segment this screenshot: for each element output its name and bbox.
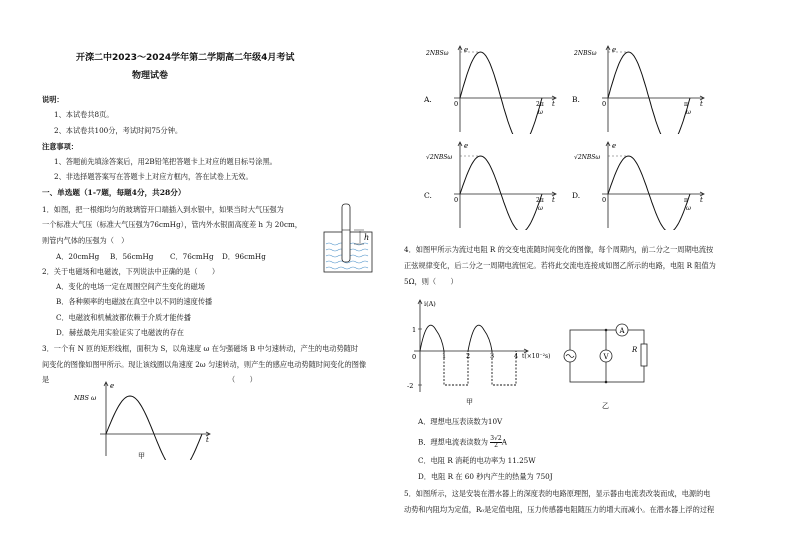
period-denominator: ω — [686, 205, 691, 212]
q4-option-c: C．电阻 R 消耗的电功率为 11.25W — [418, 456, 536, 465]
q1-option-b: B．56cmHg — [110, 252, 154, 261]
notes-item: 2、本试卷共100分，考试时间75分钟。 — [54, 126, 183, 135]
e-axis-label: e — [464, 46, 469, 54]
fraction-numerator: 3√2 — [490, 435, 502, 442]
q2-option-a: A．变化的电场一定在周围空间产生变化的磁场 — [56, 282, 205, 291]
amplitude-label: √2NBSω — [426, 154, 453, 161]
q4-circuit-caption: 乙 — [602, 402, 609, 410]
notes-label: 说明： — [42, 95, 64, 104]
q3-line: 间变化的图像如图甲所示。现让该线圈以角速度 2ω 匀速转动，则产生的感应电动势随时间变化的图像 — [42, 360, 367, 369]
q3-bracket: （ ） — [228, 375, 257, 384]
q2-option-c: C．电磁波和机械波都依赖于介质才能传播 — [56, 313, 191, 322]
q2-option-b: B．各种频率的电磁波在真空中以不同的速度传播 — [56, 297, 213, 306]
attention-label: 注意事项： — [42, 142, 78, 151]
q4-y-bottom: -2 — [407, 382, 414, 390]
option-letter: C. — [424, 191, 432, 200]
fraction-denominator: 2 — [494, 442, 498, 449]
amplitude-label: √2NBSω — [574, 154, 601, 161]
q4-i-label: i(A) — [424, 300, 436, 308]
q1-option-a: A．20cmHg — [56, 252, 100, 261]
sine-curve — [460, 156, 542, 230]
q4-graph-caption: 甲 — [466, 398, 473, 406]
q2-stem: 2．关于电磁场和电磁波，下列说法中正确的是（ ） — [42, 267, 220, 276]
period-label: 2π — [536, 197, 544, 204]
q4-line: 5Ω，则（ ） — [404, 277, 458, 286]
amplitude-label: 2NBSω — [574, 50, 597, 57]
q1-line: 1．如图，把一根细均匀的玻璃管开口端插入到水银中，如果当时大气压强为 — [42, 205, 284, 214]
section-heading: 一、单选题（1-7题，每题4分，共28分） — [42, 188, 186, 197]
origin-label: 0 — [602, 100, 607, 108]
attention-item: 2、非选择题答案写在答题卡上对应方框内，答在试卷上无效。 — [54, 172, 253, 181]
period-denominator: ω — [538, 109, 543, 116]
exam-title: 开滦二中2023～2024学年第二学期高二年级4月考试 — [76, 53, 295, 63]
e-axis-label: e — [464, 142, 469, 150]
q3-y-label: NBS ω — [74, 394, 97, 402]
period-label: π — [684, 101, 688, 108]
q1-line: 一个标准大气压（标准大气压强为76cmHg），管内外水银面高度差 h 为 20cm， — [42, 220, 302, 229]
q1-option-d: D．96cmHg — [222, 252, 266, 261]
sine-curve — [608, 52, 690, 134]
period-label: 2π — [536, 101, 544, 108]
q4-t-label: t(×10⁻²s) — [522, 353, 551, 360]
q5-line: 动势和内阻均为定值，R₀是定值电阻，压力传感器电阻随压力的增大而减小。在潜水器上浮的过程 — [404, 505, 715, 514]
q4-tick-3: 3 — [490, 352, 495, 360]
period-label: π — [684, 197, 688, 204]
q4-option-a: A．理想电压表读数为10V — [418, 417, 503, 426]
h-label: h — [364, 233, 370, 242]
q4-line: 正弦规律变化，后二分之一周期电流恒定。若将此交流电连接成如图乙所示的电路，电阻 R 阻值为 — [404, 261, 716, 270]
q3-figure-jia — [70, 380, 220, 460]
q4-option-b-text: B．理想电流表读数为 — [418, 437, 488, 447]
q4-tick-4: 4 — [514, 352, 519, 360]
resistor-label: R — [632, 346, 638, 354]
q3-option-graph — [422, 42, 562, 136]
q4-current-graph — [404, 296, 554, 408]
q4-option-b-fraction — [490, 436, 501, 449]
q4-origin: 0 — [412, 353, 417, 361]
sine-curve — [460, 52, 542, 134]
q3-line: 3．一个有 N 匝的矩形线框，面积为 S，以角速度 ω 在匀强磁场 B 中匀速转动，产生的电动势随时 — [42, 344, 359, 353]
q4-circuit — [562, 322, 662, 414]
q2-option-d: D．赫兹最先用实验证实了电磁波的存在 — [56, 328, 184, 337]
q3-line: 是 — [42, 375, 50, 384]
exam-subtitle: 物理试卷 — [132, 71, 169, 81]
fraction-unit: A — [501, 437, 507, 447]
q4-tick-1: 1 — [442, 352, 447, 360]
option-letter: D. — [572, 191, 581, 200]
option-letter: B. — [572, 95, 580, 104]
attention-item: 1、答题前先填涂答案后，用2B铅笔把答题卡上对应的题目标号涂黑。 — [54, 157, 277, 166]
origin-label: 0 — [454, 196, 459, 204]
q3-option-graph — [570, 42, 710, 136]
q4-option-b — [418, 436, 507, 449]
q4-line: 4．如图甲所示为流过电阻 R 的交变电流随时间变化的图像，每个周期内，前二分之一周期电流按 — [404, 245, 714, 254]
t-axis-label: t — [552, 196, 555, 204]
q3-caption: 甲 — [138, 452, 145, 460]
origin-label: 0 — [454, 100, 459, 108]
q4-tick-2: 2 — [466, 352, 471, 360]
notes-item: 1、本试卷共8页。 — [54, 110, 114, 119]
q4-y-top: 1 — [412, 326, 417, 334]
q3-option-graph — [570, 138, 710, 232]
option-letter: A. — [424, 95, 432, 104]
e-axis-label: e — [612, 46, 617, 54]
sine-curve — [608, 156, 690, 230]
t-axis-label: t — [700, 196, 703, 204]
t-axis-label: t — [552, 100, 555, 108]
voltmeter-label: V — [603, 353, 609, 361]
amplitude-label: 2NBSω — [426, 50, 449, 57]
q1-line: 则管内气体的压强为（ ） — [42, 236, 129, 245]
q3-t-label: t — [206, 436, 209, 444]
ammeter-label: A — [619, 327, 625, 335]
resistor-icon — [641, 344, 647, 366]
q1-option-c: C．76cmHg — [170, 252, 214, 261]
e-axis-label: e — [612, 142, 617, 150]
q3-option-graph — [422, 138, 562, 232]
t-axis-label: t — [700, 100, 703, 108]
period-denominator: ω — [538, 205, 543, 212]
origin-label: 0 — [602, 196, 607, 204]
q3-e-label: e — [110, 382, 115, 390]
period-denominator: ω — [686, 109, 691, 116]
q5-line: 5．如图所示，这是安装在潜水器上的深度表的电路原理图，显示器由电流表改装而成，电源的电 — [404, 489, 711, 498]
mercury-tube-figure — [318, 200, 380, 278]
q4-option-d: D．电阻 R 在 60 秒内产生的热量为 750J — [418, 472, 553, 481]
